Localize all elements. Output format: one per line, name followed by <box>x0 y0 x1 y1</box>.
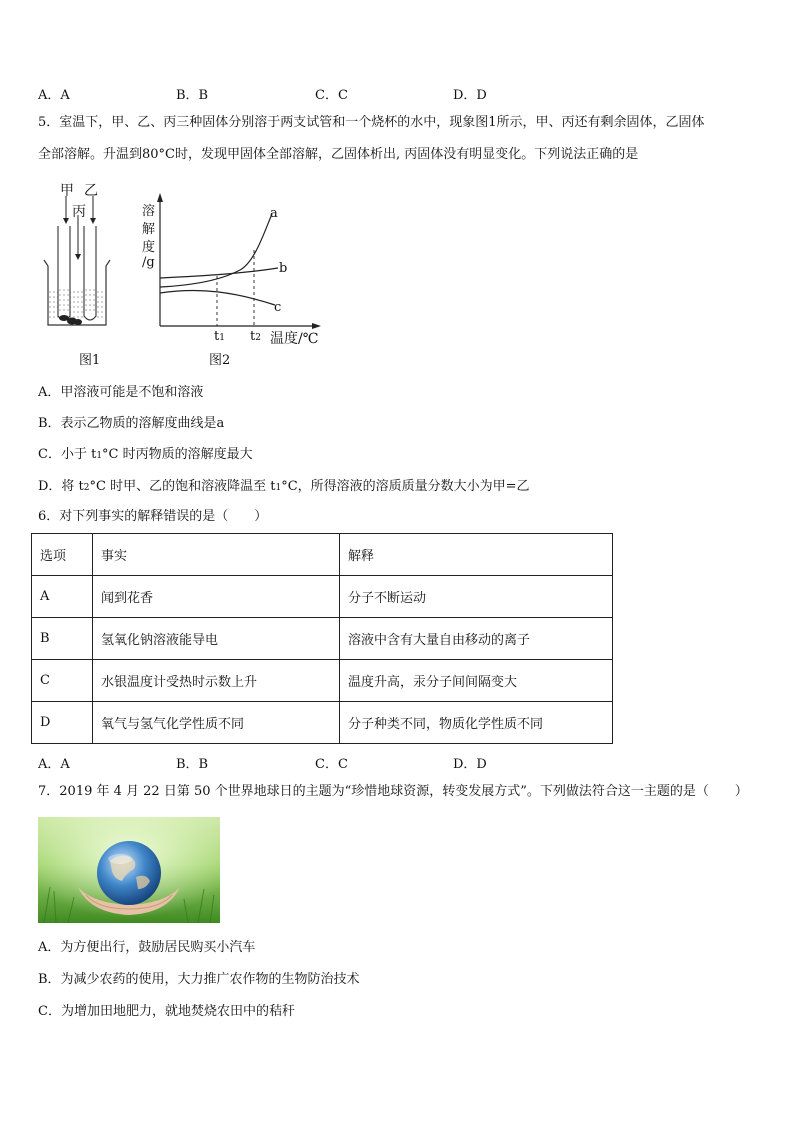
q4-options-row <box>38 84 558 103</box>
table-cell: A <box>32 576 93 618</box>
fig1-label-yi: 乙 <box>84 183 98 199</box>
q4-option-b: B．B <box>176 88 209 103</box>
table-cell: 氢氧化钠溶液能导电 <box>93 618 340 660</box>
table-header-cell: 事实 <box>93 534 340 576</box>
fig2-curve-c-label: c <box>274 300 282 315</box>
q4-option-c: C．C <box>315 88 348 103</box>
q5-option-b: B．表示乙物质的溶解度曲线是a <box>38 416 225 431</box>
q7-option-b: B．为减少农药的使用，大力推广农作物的生物防治技术 <box>38 972 360 987</box>
fig2-xlabel: 温度/℃ <box>270 331 319 347</box>
fig2-tick-t2: t2 <box>250 329 261 344</box>
q6-options-row <box>38 753 558 772</box>
fig2-ylabel-2: 解 <box>142 222 156 237</box>
table-row <box>32 702 613 744</box>
q4-option-a: A．A <box>38 88 70 103</box>
table-cell: 溶液中含有大量自由移动的离子 <box>340 618 613 660</box>
curve-a <box>160 214 272 287</box>
fig1-label-bing: 丙 <box>72 204 86 220</box>
q6-option-c: C．C <box>315 757 348 772</box>
fig2-ylabel-3: 度 <box>142 240 156 255</box>
q6-option-b: B．B <box>176 757 209 772</box>
q5-option-c: C．小于 t1°C 时丙物质的溶解度最大 <box>38 447 253 462</box>
table-header-row <box>32 534 613 576</box>
fig1-caption: 图1 <box>79 353 101 368</box>
fig2-ylabel-4: /g <box>142 255 155 270</box>
q6-option-d: D．D <box>453 757 487 772</box>
table-cell: 水银温度计受热时示数上升 <box>93 660 340 702</box>
table-row <box>32 660 613 702</box>
table-header-cell: 解释 <box>340 534 613 576</box>
curve-c <box>160 290 275 305</box>
q5-option-d: D．将 t2°C 时甲、乙的饱和溶液降温至 t1°C，所得溶液的溶质质量分数大小为甲=乙 <box>38 479 530 494</box>
q5-stem-line1: 5．室温下，甲、乙、丙三种固体分别溶于两支试管和一个烧杯的水中，现象图1所示，甲、丙还有剩余固体，乙固体 <box>38 115 705 130</box>
table-row <box>32 576 613 618</box>
table-cell: D <box>32 702 93 744</box>
table-cell: 温度升高，汞分子间间隔变大 <box>340 660 613 702</box>
table-cell: 闻到花香 <box>93 576 340 618</box>
fig2-caption: 图2 <box>209 353 231 368</box>
table-cell: B <box>32 618 93 660</box>
q7-stem: 7．2019 年 4 月 22 日第 50 个世界地球日的主题为“珍惜地球资源，转变发展方式”。下列做法符合这一主题的是（ ） <box>38 784 748 799</box>
q7-option-c: C．为增加田地肥力，就地焚烧农田中的秸秆 <box>38 1004 295 1019</box>
q7-option-a: A．为方便出行，鼓励居民购买小汽车 <box>38 940 256 955</box>
q6-stem: 6．对下列事实的解释错误的是（ ） <box>38 509 268 524</box>
q5-option-a: A．甲溶液可能是不饱和溶液 <box>38 385 204 400</box>
q5-stem-line2: 全部溶解。升温到80°C时，发现甲固体全部溶解，乙固体析出, 丙固体没有明显变化。下列说法正确的是 <box>38 147 639 162</box>
table-header-cell: 选项 <box>32 534 93 576</box>
table-cell: C <box>32 660 93 702</box>
q6-option-a: A．A <box>38 757 70 772</box>
figure-2-solubility-chart <box>150 190 325 330</box>
fig2-curve-b-label: b <box>279 261 288 276</box>
table-cell: 氧气与氢气化学性质不同 <box>93 702 340 744</box>
fig1-label-jia: 甲 <box>60 183 74 199</box>
q4-option-d: D．D <box>453 88 487 103</box>
table-cell: 分子种类不同，物质化学性质不同 <box>340 702 613 744</box>
fig2-tick-t1: t1 <box>214 329 225 344</box>
fig2-ylabel-1: 溶 <box>142 204 156 219</box>
table-cell: 分子不断运动 <box>340 576 613 618</box>
fig2-curve-a-label: a <box>270 206 278 221</box>
curve-b <box>160 268 278 278</box>
q6-table <box>31 533 613 744</box>
earth-in-hands-photo <box>38 817 220 923</box>
table-row <box>32 618 613 660</box>
